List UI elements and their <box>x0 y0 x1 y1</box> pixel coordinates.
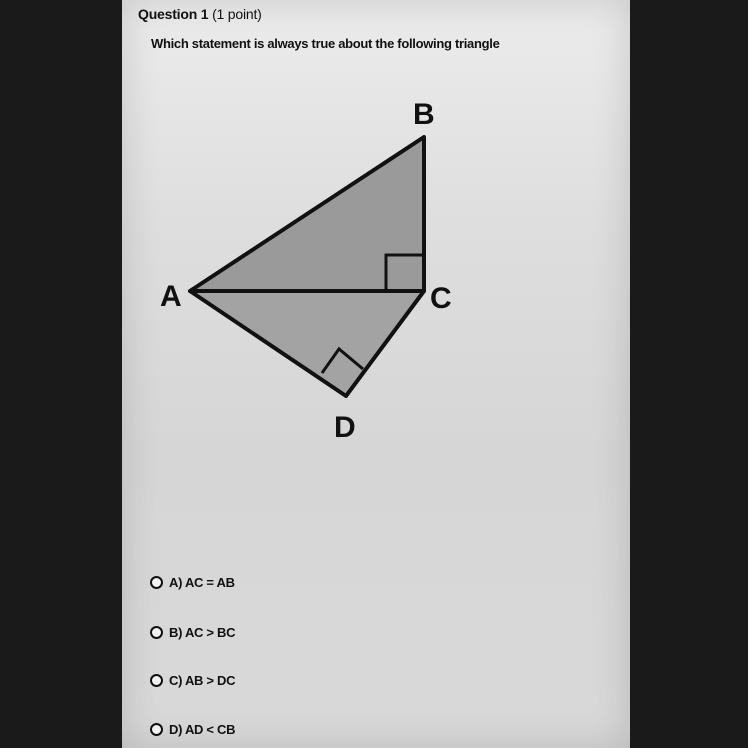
question-points: (1 point) <box>212 6 262 22</box>
triangle-acd <box>190 291 424 396</box>
option-a[interactable] <box>150 575 235 590</box>
radio-button[interactable] <box>150 674 163 687</box>
vertex-label-b: B <box>413 98 435 131</box>
vertex-label-c: C <box>430 282 452 315</box>
vertex-label-a: A <box>160 280 182 313</box>
question-title: Question 1 <box>138 6 209 22</box>
radio-button[interactable] <box>150 576 163 589</box>
triangle-abc <box>190 137 424 291</box>
vertex-label-d: D <box>334 411 356 444</box>
option-label: A) AC = AB <box>169 575 235 590</box>
option-c[interactable] <box>150 673 235 688</box>
option-b[interactable] <box>150 625 235 640</box>
radio-button[interactable] <box>150 626 163 639</box>
question-prompt: Which statement is always true about the following triangle <box>151 36 500 51</box>
option-label: B) AC > BC <box>169 625 236 640</box>
option-label: C) AB > DC <box>169 673 236 688</box>
radio-button[interactable] <box>150 723 163 736</box>
option-label: D) AD < CB <box>169 722 236 737</box>
option-d[interactable] <box>150 722 235 737</box>
